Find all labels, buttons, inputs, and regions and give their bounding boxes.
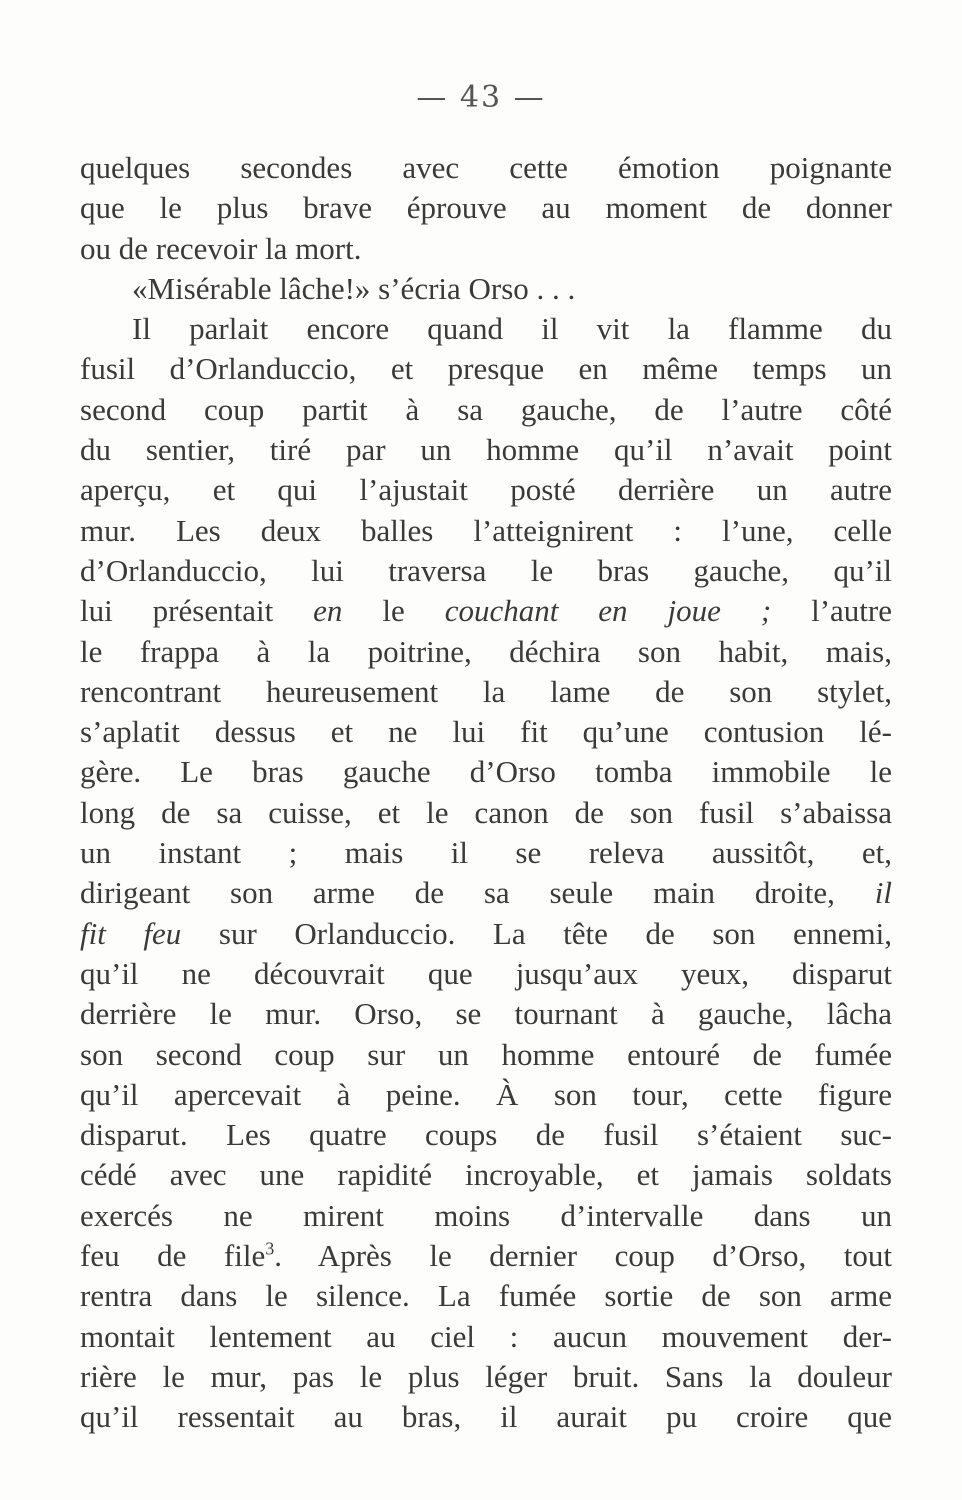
text-line [80,390,892,430]
text-line [80,793,892,833]
footnote-marker: 3 [265,1238,275,1259]
text-segment: «Misérable lâche!» s’écria Orso . . . [132,270,576,306]
text-segment: qu’il ressentait au bras, il aurait pu croire que [80,1399,892,1435]
text-segment: que le plus brave éprouve au moment de donner [80,190,892,226]
text-line [80,269,892,309]
text-segment: le frappa à la poitrine, déchira son habit, mais, [80,633,892,669]
text-line [80,1155,892,1195]
page-number: — 43 — [416,80,546,115]
text-line [80,954,892,994]
text-line [80,672,892,712]
text-line [80,1397,892,1437]
italic-text: couchant [444,593,559,629]
text-line [80,1075,892,1115]
text-line [80,229,892,269]
text-segment: rencontrant heureusement la lame de son stylet, [80,673,892,709]
text-segment: du sentier, tiré par un homme qu’il n’avait point [80,432,892,468]
text-segment: aperçu, et qui l’ajustait posté derrière un autre [80,472,892,508]
italic-text: joue ; [667,593,772,629]
text-line [80,994,892,1034]
text-segment: exercés ne mirent moins d’intervalle dans un [80,1197,892,1233]
text-line [80,309,892,349]
text-line [80,148,892,188]
text-segment: qu’il apercevait à peine. À son tour, cette figure [80,1076,892,1112]
text-line [80,873,892,913]
text-segment [628,593,668,628]
text-segment: mur. Les deux balles l’atteignirent : l’une, celle [80,512,892,548]
text-segment: gère. Le bras gauche d’Orso tomba immobile le [80,754,892,790]
text-segment: ou de recevoir la mort. [80,230,362,266]
text-segment: fusil d’Orlanduccio, et presque en même temps un [80,351,892,387]
text-segment [558,593,598,628]
text-line [80,1196,892,1236]
italic-text: fit feu [80,915,182,951]
text-segment: d’Orlanduccio, lui traversa le bras gauche, qu’il [80,552,892,588]
text-segment: l’autre [771,593,892,629]
italic-text: il [874,875,892,911]
italic-text: en [313,593,343,629]
text-line [80,1317,892,1357]
text-segment: derrière le mur. Orso, se tournant à gauche, lâcha [80,996,892,1032]
text-line [80,1115,892,1155]
text-line [80,1035,892,1075]
text-line [80,632,892,672]
text-line [80,349,892,389]
text-segment: qu’il ne découvrait que jusqu’aux yeux, disparut [80,955,892,991]
italic-text: en [598,593,628,629]
text-segment: rière le mur, pas le plus léger bruit. Sans la douleur [80,1358,892,1394]
text-segment: montait lentement au ciel : aucun mouvement der- [80,1318,892,1354]
text-segment: quelques secondes avec cette émotion poignante [80,150,892,185]
text-segment: feu de file [80,1238,266,1274]
text-segment: second coup partit à sa gauche, de l’autre côté [80,391,892,427]
text-line [80,551,892,591]
text-segment: son second coup sur un homme entouré de fumée [80,1036,892,1072]
text-line [80,1276,892,1316]
text-segment: sur Orlanduccio. La tête de son ennemi, [181,915,892,951]
text-line [80,833,892,873]
text-segment: un instant ; mais il se releva aussitôt, et, [80,835,892,871]
text-segment: dirigeant son arme de sa seule main droite, [80,875,875,911]
text-segment: Il parlait encore quand il vit la flamme du [132,311,892,347]
text-line [80,752,892,792]
text-segment: le [342,593,445,629]
text-segment: . Après le dernier coup d’Orso, tout [274,1238,893,1274]
body-text [80,148,892,1438]
text-segment: disparut. Les quatre coups de fusil s’étaient suc- [80,1117,892,1153]
text-segment: lui présentait [80,593,314,629]
text-line [80,591,892,631]
text-segment: s’aplatit dessus et ne lui fit qu’une contusion lé- [80,714,892,750]
text-segment: rentra dans le silence. La fumée sortie de son arme [80,1278,892,1314]
text-line [80,914,892,954]
text-segment: cédé avec une rapidité incroyable, et jamais soldats [80,1157,892,1193]
text-line [80,511,892,551]
text-line [80,712,892,752]
text-line [80,188,892,228]
text-line [80,470,892,510]
text-line [80,1236,892,1276]
text-segment: long de sa cuisse, et le canon de son fusil s’abaissa [80,794,892,830]
text-line [80,430,892,470]
text-line [80,1357,892,1397]
